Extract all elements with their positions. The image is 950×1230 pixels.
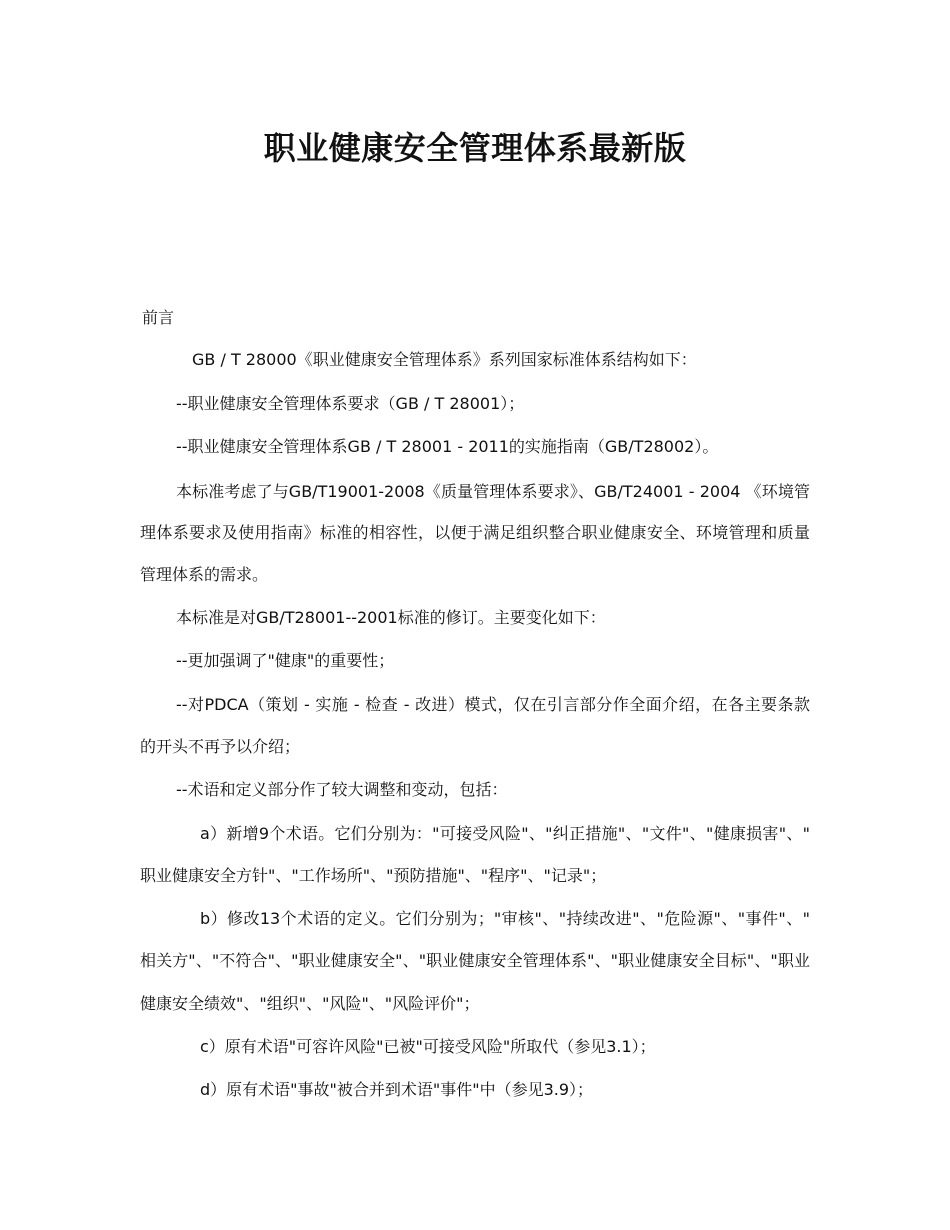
paragraph-line: 理体系要求及使用指南》标准的相容性，以便于满足组织整合职业健康安全、环境管理和质量	[140, 523, 810, 542]
paragraph-line: 本标准是对GB/T28001--2001标准的修订。主要变化如下：	[176, 608, 606, 627]
list-item-line: 相关方"、"不符合"、"职业健康安全"、"职业健康安全管理体系"、"职业健康安全目标"、"职业	[140, 951, 810, 970]
paragraph-line: --更加强调了"健康"的重要性；	[176, 651, 395, 670]
list-item-line: 健康安全绩效"、"组织"、"风险"、"风险评价"；	[140, 994, 480, 1013]
paragraph-line: --术语和定义部分作了较大调整和变动，包括：	[176, 780, 508, 799]
section-heading-preface: 前言	[142, 308, 175, 327]
list-item-line: c）原有术语"可容许风险"已被"可接受风险"所取代（参见3.1）；	[200, 1037, 656, 1056]
document-title: 职业健康安全管理体系最新版	[263, 129, 687, 167]
paragraph-line: GB / T 28000《职业健康安全管理体系》系列国家标准体系结构如下：	[192, 350, 697, 369]
paragraph-line: 本标准考虑了与GB/T19001-2008《质量管理体系要求》、GB/T24001 - 2004 《环境管	[176, 482, 810, 501]
paragraph-line: --对PDCA（策划 - 实施 - 检查 - 改进）模式，仅在引言部分作全面介绍，在各主要条款	[176, 695, 810, 714]
paragraph-line: 的开头不再予以介绍；	[140, 737, 301, 756]
list-item-line: a）新增9个术语。它们分别为："可接受风险"、"纠正措施"、"文件"、"健康损害"、"	[200, 824, 810, 843]
paragraph-line: --职业健康安全管理体系GB / T 28001 - 2011的实施指南（GB/T28002）。	[176, 437, 719, 456]
paragraph-line: 管理体系的需求。	[140, 565, 269, 584]
list-item-line: b）修改13个术语的定义。它们分别为；"审核"、"持续改进"、"危险源"、"事件"、"	[200, 909, 810, 928]
list-item-line: 职业健康安全方针"、"工作场所"、"预防措施"、"程序"、"记录"；	[140, 866, 607, 885]
list-item-line: d）原有术语"事故"被合并到术语"事件"中（参见3.9）；	[200, 1080, 594, 1099]
paragraph-line: --职业健康安全管理体系要求（GB / T 28001）；	[176, 394, 525, 413]
